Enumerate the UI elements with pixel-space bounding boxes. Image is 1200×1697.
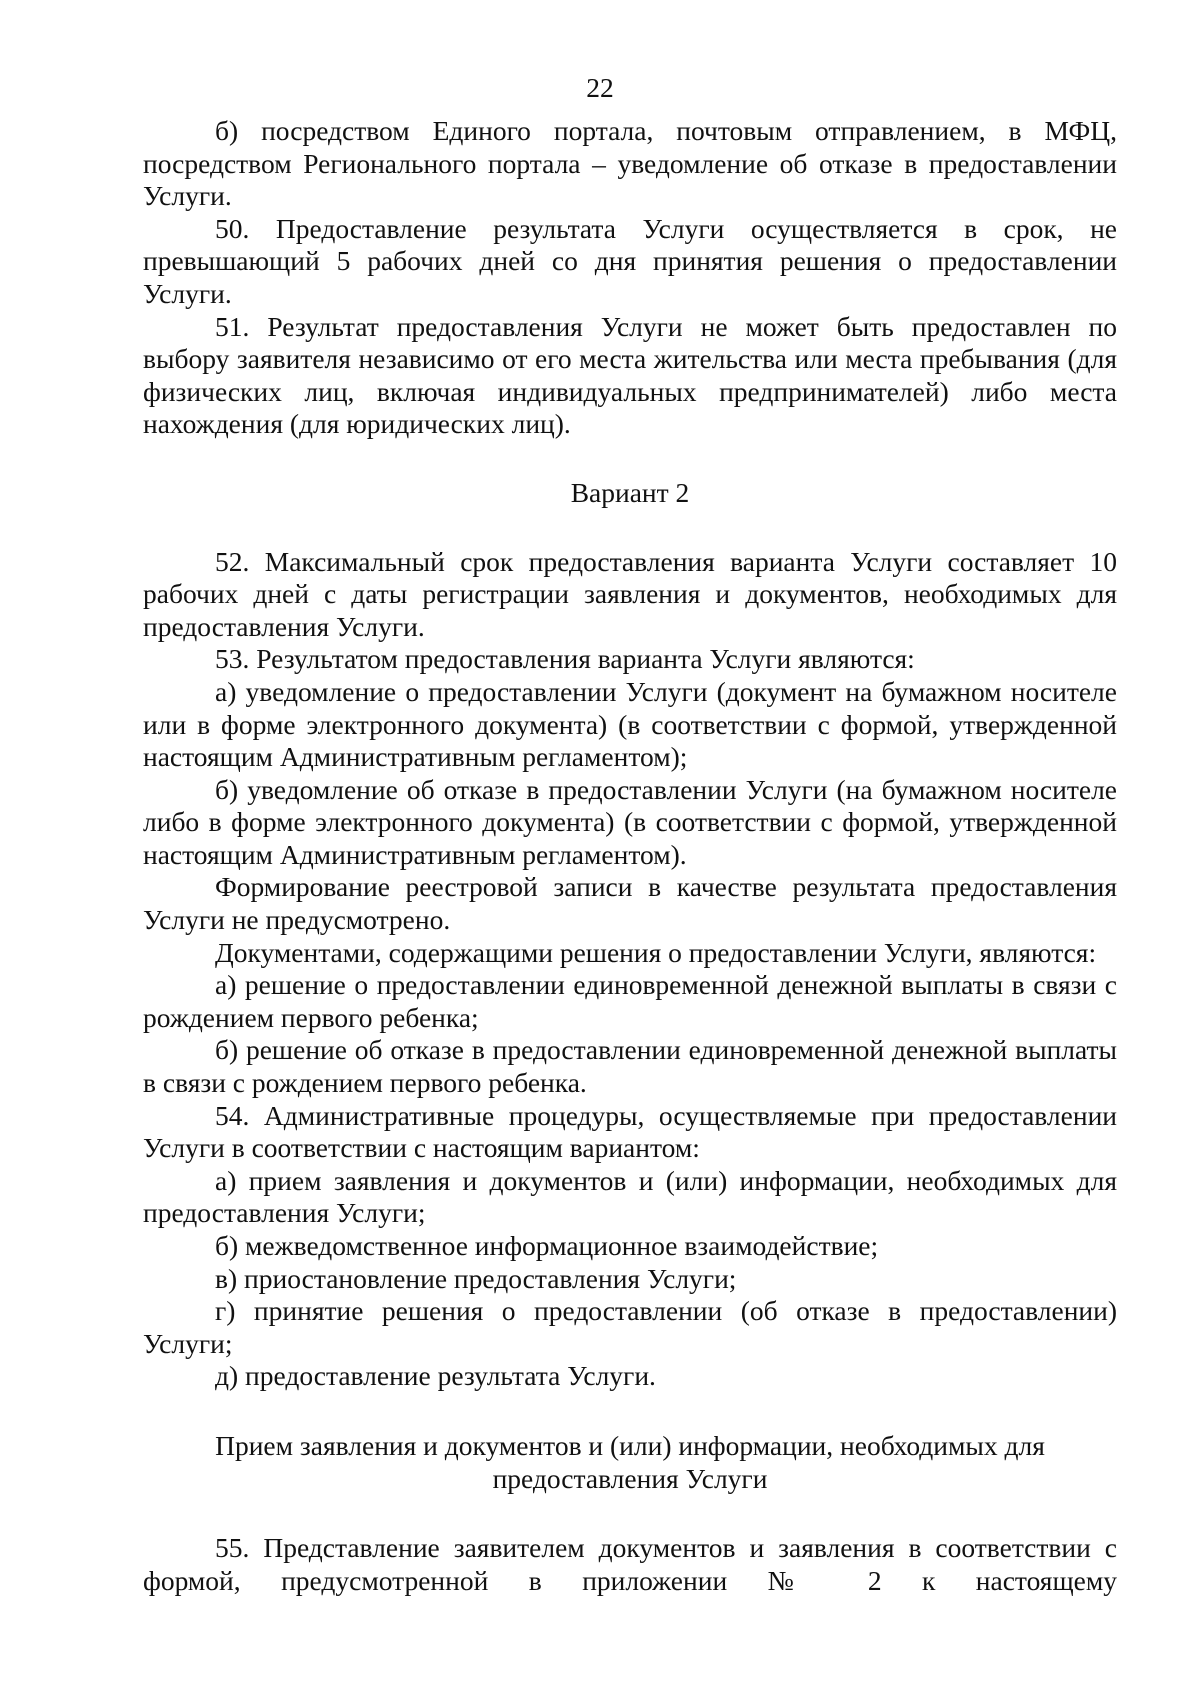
paragraph-54-a: а) прием заявления и документов и (или) информации, необходимых для предоставления Услуги; <box>143 1164 1117 1229</box>
paragraph-55: 55. Представление заявителем документов и заявления в соответствии с формой, предусмотренной в приложении № 2 к настоящему <box>143 1532 1117 1596</box>
paragraph-decision-b: б) решение об отказе в предоставлении единовременной денежной выплаты в связи с рождением первого ребенка. <box>143 1034 1117 1099</box>
paragraph-53: 53. Результатом предоставления варианта Услуги являются: <box>215 643 915 675</box>
section-heading-line-1: Прием заявления и документов и (или) информации, необходимых для <box>215 1429 1045 1461</box>
paragraph-decision-documents: Документами, содержащими решения о предоставлении Услуги, являются: <box>215 936 1097 968</box>
paragraph-54-e: д) предоставление результата Услуги. <box>215 1360 656 1392</box>
paragraph-54: 54. Административные процедуры, осуществляемые при предоставлении Услуги в соответствии с настоящим вариантом: <box>143 1099 1117 1164</box>
paragraph-50: 50. Предоставление результата Услуги осуществляется в срок, не превышающий 5 рабочих дней со дня принятия решения о предоставлении Услуги. <box>143 212 1117 309</box>
paragraph-53-b: б) уведомление об отказе в предоставлении Услуги (на бумажном носителе либо в форме электронного документа) (в соответствии с формой, утвержденной настоящим Административным регламентом). <box>143 773 1117 870</box>
paragraph-53-a: а) уведомление о предоставлении Услуги (документ на бумажном носителе или в форме электронного документа) (в соответствии с формой, утвержденной настоящим Административным регламентом); <box>143 675 1117 773</box>
paragraph-decision-a: а) решение о предоставлении единовременной денежной выплаты в связи с рождением первого ребенка; <box>143 969 1117 1033</box>
paragraph-54-d: г) принятие решения о предоставлении (об отказе в предоставлении) Услуги; <box>143 1295 1117 1359</box>
paragraph-51: 51. Результат предоставления Услуги не может быть предоставлен по выбору заявителя независимо от его места жительства или места пребывания (для физических лиц, включая индивидуальных предпринимателей) либо места нахождения (для юридических лиц). <box>143 310 1117 440</box>
section-heading-line-2: предоставления Услуги <box>492 1462 768 1494</box>
section-heading <box>143 1430 1117 1495</box>
page-number: 22 <box>586 72 614 103</box>
document-body <box>143 115 1117 1597</box>
paragraph-result-b: б) посредством Единого портала, почтовым отправлением, в МФЦ, посредством Регионального портала – уведомление об отказе в предоставлении Услуги. <box>143 115 1117 212</box>
paragraph-54-b: б) межведомственное информационное взаимодействие; <box>215 1230 879 1261</box>
variant-heading: Вариант 2 <box>570 476 690 508</box>
paragraph-52: 52. Максимальный срок предоставления варианта Услуги составляет 10 рабочих дней с даты регистрации заявления и документов, необходимых для предоставления Услуги. <box>143 545 1117 642</box>
paragraph-registry-record: Формирование реестровой записи в качестве результата предоставления Услуги не предусмотрено. <box>143 871 1117 936</box>
paragraph-54-c: в) приостановление предоставления Услуги; <box>215 1262 737 1294</box>
